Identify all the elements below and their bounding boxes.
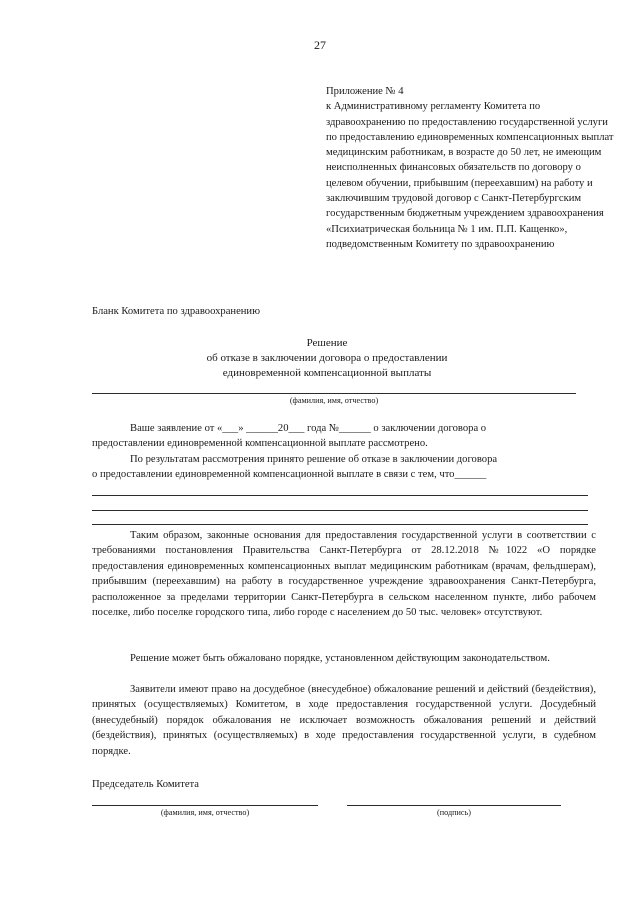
appendix-title: Приложение № 4 [326, 86, 404, 97]
paragraph-result [92, 452, 596, 483]
appendix-text: к Административному регламенту Комитета по здравоохранению по предоставлению государственной услуги по предоставлению единовременных компенсационных выплат медицинским работникам, в возрасте до 50 лет, не имеющим неисполненных финансовых обязательств по договору о целевом обучении, прибывшим (переехавшим) на работу и заключившим трудовой договор с Санкт-Петербургским государственным бюджетным учреждением здравоохранения «Психиатрическая больница № 1 им. П.П. Кащенко», подведомственным Комитету по здравоохранению [326, 101, 614, 250]
appendix-block [326, 84, 616, 252]
signature-name-caption: (фамилия, имя, отчество) [160, 808, 250, 817]
p2-line1: По результатам рассмотрения принято решение об отказе в заключении договора [130, 454, 498, 465]
reason-line-3 [92, 524, 588, 525]
page-number: 27 [314, 38, 326, 52]
paragraph-rights [92, 682, 596, 759]
p2-line2: о предоставлении единовременной компенсационной выплате в связи с тем, что______ [92, 469, 487, 481]
p3-text: Таким образом, законные основания для предоставления государственной услуги в соответствии с требованиями постановления Правительства Санкт-Петербурга от 28.12.2018 №1022 «О порядке предоставления единовременных компенсационных выплат медицинским работникам (врачам, фельдшерам), прибывшим (переехавшим) на работу в государственное учреждение здравоохранения Санкт-Петербурга, расположенное за пределами территории Санкт-Петербурга в сельском населенном пункте, либо рабочем поселке, либо поселке городского типа, либо городе с населением до 50 тыс. человек» отсутствуют. [92, 530, 596, 619]
p1-line1: Ваше заявление от «___» ______20___ года №______ о заключении договора о [130, 423, 487, 434]
decision-title: Решение [306, 337, 348, 349]
paragraph-appeal [92, 651, 596, 666]
decision-subtitle-2: единовременной компенсационной выплаты [222, 367, 432, 379]
p1-line2: предоставлении единовременной компенсационной выплате рассмотрено. [92, 438, 428, 450]
signature-name-line [92, 805, 318, 806]
p5-text: Заявители имеют право на досудебное (внесудебное) обжалование решений и действий (бездействия), принятых (осуществляемых) Комитетом, в ходе предоставления государственной услуги. Досудебный (внесудебный) порядок обжалования не исключает возможность обжалования решений и действий (бездействия), принятых (осуществляемых) в ходе предоставления государственной услуги, в судебном порядке. [92, 684, 596, 757]
paragraph-grounds [92, 528, 596, 620]
signature-label: Председатель Комитета [92, 779, 200, 790]
reason-line-1 [92, 495, 588, 496]
blank-label: Бланк Комитета по здравоохранению [92, 306, 261, 317]
paragraph-application [92, 421, 596, 452]
decision-subtitle-1: об отказе в заключении договора о предоставлении [206, 352, 448, 364]
name-line [92, 393, 576, 394]
p4-text: Решение может быть обжаловано порядке, установленном действующим законодательством. [130, 653, 550, 664]
signature-sign-caption: (подпись) [437, 808, 471, 817]
signature-sign-line [347, 805, 561, 806]
name-caption: (фамилия, имя, отчество) [289, 396, 379, 405]
reason-line-2 [92, 510, 588, 511]
